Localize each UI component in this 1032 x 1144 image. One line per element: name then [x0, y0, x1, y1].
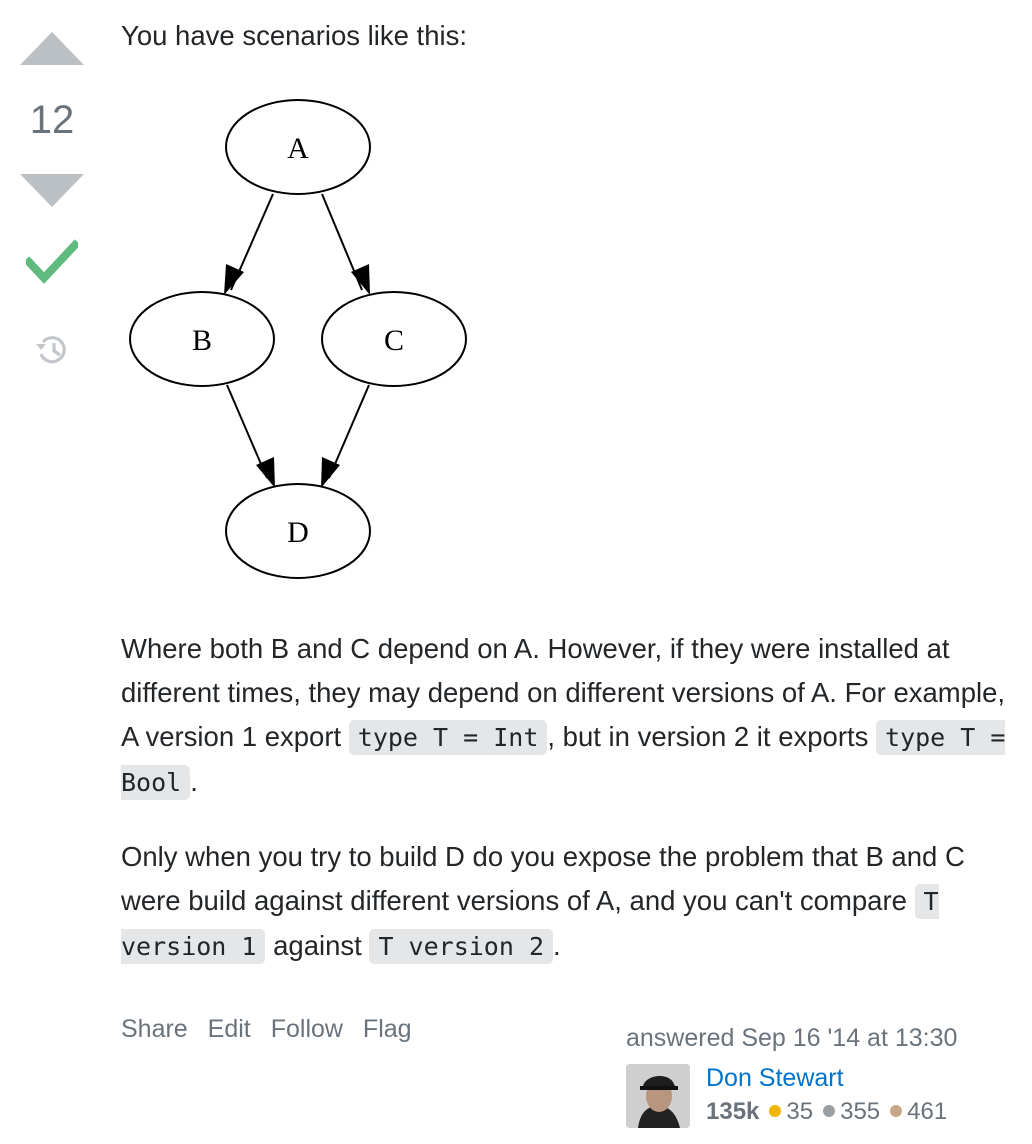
- node-b-label: B: [191, 324, 213, 357]
- paragraph-text: .: [553, 930, 561, 961]
- post-menu: [121, 1015, 425, 1044]
- bronze-badge-icon: [890, 1105, 902, 1117]
- arrowhead-b-d: [256, 457, 275, 488]
- downvote-arrow-icon[interactable]: [20, 174, 84, 207]
- gold-badge-icon: [769, 1105, 781, 1117]
- paragraph-text: .: [190, 766, 198, 797]
- inline-code: T version 2: [369, 929, 553, 964]
- paragraph-text: against: [265, 930, 370, 961]
- inline-code: T version 1: [121, 884, 939, 964]
- paragraph-text: Where both B and C depend on A. However, if they were installed at different times, they may depend on different versions of A. For example, A version 1 export: [121, 633, 1006, 752]
- vote-count: 12: [29, 98, 75, 142]
- node-c-label: C: [383, 324, 405, 357]
- share-link[interactable]: Share: [121, 1015, 188, 1043]
- user-stats: [706, 1098, 947, 1126]
- paragraph-text: Only when you try to build D do you expose the problem that B and C were build against different versions of A, and you can't compare: [121, 841, 965, 916]
- inline-code: type T = Bool: [121, 720, 1005, 800]
- user-signature: [626, 1024, 1026, 1144]
- arrowhead-c-d: [321, 457, 340, 488]
- paragraph-text: , but in version 2 it exports: [547, 721, 877, 752]
- node-d-label: D: [287, 516, 309, 549]
- history-icon[interactable]: [34, 332, 70, 368]
- dependency-diagram: [122, 94, 478, 584]
- intro-paragraph: You have scenarios like this:: [121, 20, 467, 51]
- user-name-link[interactable]: Don Stewart: [706, 1064, 844, 1092]
- flag-link[interactable]: Flag: [362, 1015, 412, 1043]
- reputation-score: 135k: [706, 1098, 760, 1125]
- checkmark-icon: [26, 238, 78, 286]
- inline-code: type T = Int: [349, 720, 548, 755]
- gold-badge-count: 35: [786, 1098, 814, 1125]
- silver-badge-icon: [823, 1105, 835, 1117]
- follow-link[interactable]: Follow: [270, 1015, 343, 1043]
- silver-badge-count: 355: [840, 1098, 881, 1125]
- paragraph-versions: [121, 627, 1021, 805]
- paragraph-build: [121, 835, 1001, 969]
- upvote-arrow-icon[interactable]: [20, 32, 84, 65]
- bronze-badge-count: 461: [907, 1098, 948, 1125]
- answered-timestamp: answered Sep 16 '14 at 13:30: [626, 1024, 958, 1052]
- avatar[interactable]: [626, 1064, 690, 1128]
- edit-link[interactable]: Edit: [207, 1015, 251, 1043]
- node-a-label: A: [287, 132, 309, 165]
